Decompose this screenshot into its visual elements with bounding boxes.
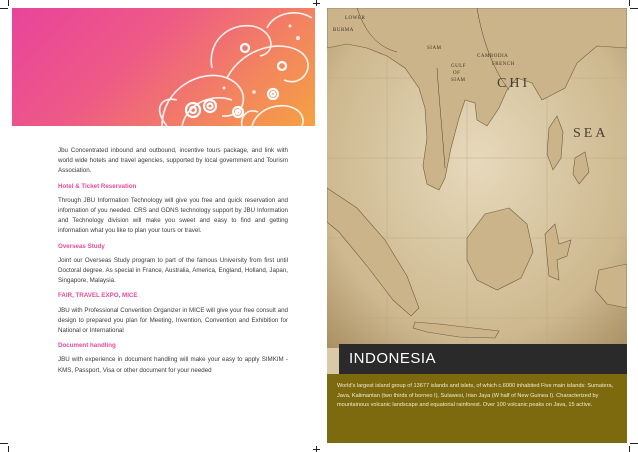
crop-mark <box>629 446 630 452</box>
section-body-hotel: Through JBU Information Technology will give you free and quick reservation and information of you needed. CRS and GDNS technology support by JBU Information and Technology division will make you sweet and easy to find and getting information what you like to plan your tours or travel. <box>58 196 288 235</box>
feature-title: INDONESIA <box>349 350 437 367</box>
section-body-mice: JBU with Professional Convention Organizer in MICE will give your free consult and design to prepared you plan for Meeting, Invention, Convention and Exhibition for National or International <box>58 306 288 335</box>
map-label: BURMA <box>333 28 354 33</box>
map-label: GULF <box>451 64 467 69</box>
map-label: CHI <box>497 76 531 91</box>
swirl-ornament-icon <box>12 8 315 126</box>
section-body-document: JBU with experience in document handling will make your easy to apply SIMKIM - KMS, Passport, Visa or other document for your needed <box>58 356 288 374</box>
map-illustration <box>327 8 627 348</box>
feature-title-box <box>339 344 627 374</box>
map-label: FRENCH <box>492 62 515 67</box>
feature-description-box <box>327 374 627 443</box>
intro-paragraph: Jbu Concentrated inbound and outbound, incentive tours package, and link with world wide hotels and travel agencies, supported by local government and Tourism Association. <box>58 147 288 175</box>
crop-mark <box>0 8 8 9</box>
feature-description: World's largest island group of 13677 islands and islets, of which c.6000 inhabited Five main islands: Sumatera, Java, Kalimantan (two thirds of borneo I), Sulawesi, Irian Jaya (W half of New Guinea I). Characterized by mountainous volcanic landscape and equatorial rainforest. Over 100 volcanic peaks on Java, 15 active. <box>337 383 614 408</box>
crop-mark <box>313 449 320 450</box>
map-label: OF <box>453 71 461 76</box>
crop-mark <box>630 443 638 444</box>
section-heading-study: Overseas Study <box>58 242 105 250</box>
crop-mark <box>630 8 638 9</box>
map-label: SIAM <box>451 78 466 83</box>
crop-mark <box>8 0 9 6</box>
section-heading-document: Document handling <box>58 342 116 350</box>
section-body-study: Joint our Overseas Study program to part of the famous University from first until Doctoral degree. As special in France, Australia, America, England, Holland, Japan, Singapore, Malaysia. <box>58 256 288 285</box>
decorative-banner <box>12 8 315 126</box>
vintage-map <box>327 8 627 348</box>
map-label: CAMBODIA <box>477 54 509 59</box>
map-label: SIAM <box>427 46 442 51</box>
section-heading-mice: FAIR, TRAVEL EXPO, MICE <box>58 292 138 300</box>
crop-mark <box>313 3 320 4</box>
crop-mark <box>0 443 8 444</box>
brochure-right-page <box>327 8 627 443</box>
crop-mark <box>629 0 630 6</box>
crop-mark <box>8 446 9 452</box>
brochure-left-page <box>12 8 315 443</box>
map-label: LOWER <box>345 16 366 21</box>
map-label: SEA <box>573 126 609 141</box>
section-heading-hotel: Hotel & Ticket Reservation <box>58 182 137 190</box>
services-text-column <box>58 146 288 381</box>
